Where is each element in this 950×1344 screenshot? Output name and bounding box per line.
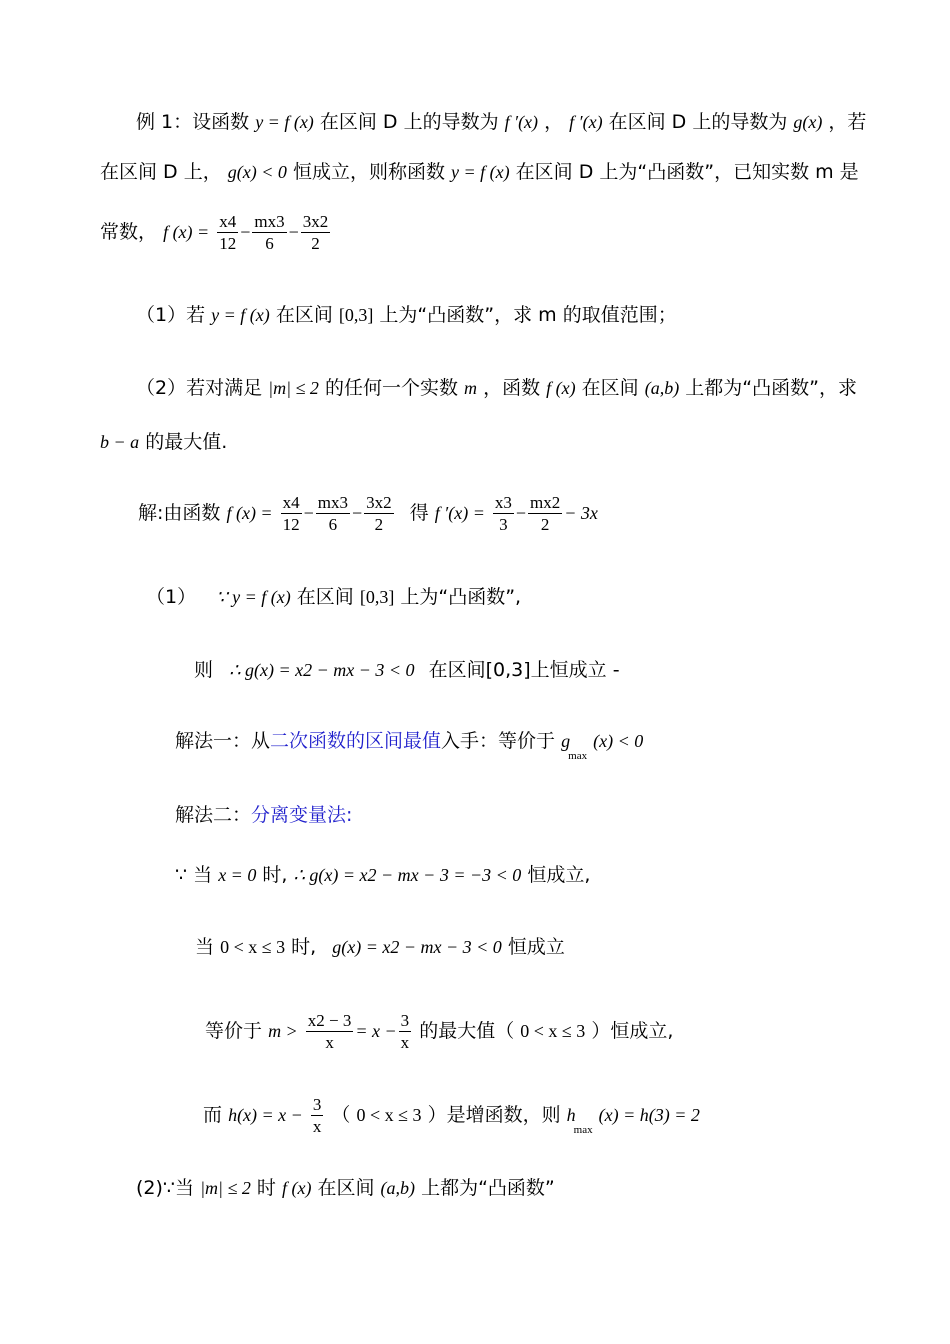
math: = x − [355, 1021, 397, 1041]
method-one-link[interactable]: 二次函数的区间最值 [270, 730, 442, 752]
text: 恒成立 [507, 936, 565, 958]
text: 得 [409, 502, 429, 524]
method-two [175, 806, 352, 825]
solution-step-4 [195, 938, 565, 957]
example-line-2 [100, 163, 859, 182]
math: f ′(x) = [434, 503, 485, 523]
fraction: $\frac{3x2}{2}$ [302, 212, 329, 253]
math: x = 0 [218, 865, 257, 885]
fraction: $\frac{3}{x}$ [400, 1011, 410, 1052]
math: g(x) = x2 − mx − 3 < 0 [332, 937, 502, 957]
math: h(x) = x − [228, 1105, 303, 1125]
example-line-1 [136, 113, 866, 132]
text: 当 [195, 936, 215, 958]
subscript: max [568, 750, 588, 762]
text: ）恒成立, [591, 1020, 674, 1042]
solution-step-6 [203, 1096, 700, 1136]
text: ）是增函数，则 [427, 1104, 561, 1126]
example-line-3: 常数， f (x) = $\frac{x4}{12}$ − $\frac{mx3}{6}$ − $\frac{3x2}{2}$ [100, 212, 329, 253]
solution-step-2 [194, 661, 620, 680]
fraction: $\frac{mx3}{6}$ [254, 212, 285, 253]
solution-step-3 [175, 866, 590, 885]
math: |m| ≤ 2 [268, 378, 319, 398]
math: g(x) < 0 [227, 162, 287, 182]
text: 在区间 D 上的导数为 [319, 111, 499, 133]
solution-step-7 [136, 1179, 555, 1198]
text: 在区间 D 上， [100, 161, 222, 183]
question-2-line-2 [100, 433, 227, 452]
text: 在区间[0,3]上恒成立 - [428, 659, 620, 681]
math: y = f (x) [255, 112, 314, 132]
math: f (x) [546, 378, 576, 398]
text: 在区间 [296, 586, 354, 608]
question-2-line-1 [136, 379, 857, 398]
math: m [464, 378, 478, 398]
text: ，函数 [483, 377, 541, 399]
text: ，若 [828, 111, 867, 133]
text: （ [331, 1104, 351, 1126]
text: （2）若对满足 [136, 377, 263, 399]
text: 解法一：从 [175, 730, 271, 752]
math: ∴ g(x) = x2 − mx − 3 < 0 [229, 660, 415, 680]
math: 0 < x ≤ 3 [356, 1105, 422, 1125]
text: 在区间 [317, 1177, 375, 1199]
text: 而 [203, 1104, 223, 1126]
text: 解:由函数 [138, 502, 221, 524]
math: h [566, 1105, 576, 1125]
text: 在区间 [275, 304, 333, 326]
text: (2)∵当 [136, 1177, 195, 1199]
math: (x) = h(3) = 2 [598, 1105, 700, 1125]
question-1 [136, 306, 677, 325]
text: 在区间 D 上为“凸函数”，已知实数 m 是 [515, 161, 859, 183]
text: 时 [256, 1177, 276, 1199]
text: 则 [194, 659, 214, 681]
text: 等价于 [205, 1020, 263, 1042]
math: (x) < 0 [593, 731, 644, 751]
text: 的最大值（ [419, 1020, 515, 1042]
fraction: $\frac{x4}{12}$ [219, 212, 237, 253]
math: f (x) = [226, 503, 273, 523]
math: g(x) [793, 112, 823, 132]
fraction: $\frac{x2 - 3}{x}$ [307, 1011, 352, 1052]
text: 入手：等价于 [441, 730, 556, 752]
text: 恒成立, [527, 864, 591, 886]
fraction: $\frac{3}{x}$ [312, 1095, 322, 1136]
solution-intro: 解:由函数 f (x) = $\frac{x4}{12}$ − $\frac{mx3}{6}$ − $\frac{3x2}{2}$ 得 f ′(x) = $\frac{x3}{3}$ − $\frac{mx2}{2}$ − 3x [138, 493, 598, 534]
text: 上都为“凸函数”，求 [685, 377, 857, 399]
math: m > [268, 1021, 298, 1041]
math: y = f (x) [211, 305, 270, 325]
math: y = f (x) [451, 162, 510, 182]
text: 常数， [100, 221, 158, 243]
math: |m| ≤ 2 [200, 1178, 251, 1198]
text: 解法二： [175, 804, 252, 826]
text: 上为“凸函数”，求 m 的取值范围； [379, 304, 677, 326]
text: 上为“凸函数”, [400, 586, 522, 608]
math: f ′(x) [569, 112, 603, 132]
fraction: $\frac{3x2}{2}$ [366, 493, 392, 534]
method-two-link[interactable]: 分离变量法: [251, 804, 353, 826]
math: 0 < x ≤ 3 [520, 1021, 586, 1041]
text: 恒成立，则称函数 [292, 161, 445, 183]
text: （1） [146, 586, 197, 608]
solution-step-1 [146, 588, 521, 607]
math: f (x) = [163, 222, 210, 242]
interval: [0,3] [359, 587, 395, 607]
fraction: $\frac{x4}{12}$ [282, 493, 300, 534]
math: f ′(x) [504, 112, 539, 132]
math: f (x) [281, 1178, 312, 1198]
text: ， [544, 111, 564, 133]
method-one [175, 732, 643, 762]
text: （1）若 [136, 304, 206, 326]
interval: (a,b) [380, 1178, 416, 1198]
text: 时, [291, 936, 317, 958]
math: ∵ y = f (x) [216, 587, 291, 607]
text: 的最大值. [145, 431, 228, 453]
math: 0 < x ≤ 3 [220, 937, 286, 957]
solution-step-5 [205, 1012, 673, 1051]
text: 上都为“凸函数” [421, 1177, 555, 1199]
text: 在区间 D 上的导数为 [608, 111, 788, 133]
text: 在区间 [581, 377, 639, 399]
text: 的任何一个实数 [324, 377, 458, 399]
text: 时, [262, 864, 288, 886]
fraction: $\frac{x3}{3}$ [494, 493, 512, 534]
math: ∴ g(x) = x2 − mx − 3 = −3 < 0 [293, 865, 522, 885]
math: g [561, 731, 571, 751]
text: 例 1：设函数 [136, 111, 250, 133]
subscript: max [573, 1124, 593, 1136]
math: − 3x [564, 503, 598, 523]
interval: [0,3] [338, 305, 374, 325]
math: b − a [100, 432, 140, 452]
text: ∵ 当 [175, 864, 213, 886]
fraction: $\frac{mx2}{2}$ [530, 493, 561, 534]
interval: (a,b) [644, 378, 680, 398]
fraction: $\frac{mx3}{6}$ [317, 493, 349, 534]
